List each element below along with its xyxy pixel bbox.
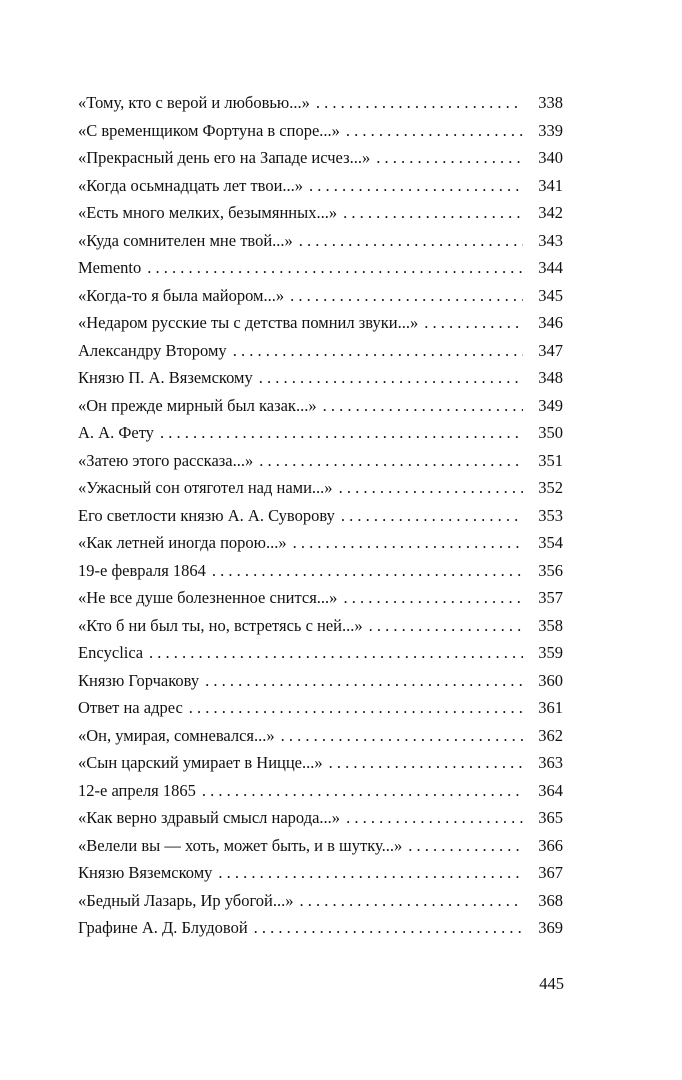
- toc-entry-page: 360: [538, 670, 563, 690]
- toc-entry: [78, 419, 563, 447]
- page-number: 445: [539, 974, 564, 993]
- toc-entry: [78, 777, 563, 805]
- toc-entry-title: «Есть много мелких, безымянных...»: [78, 203, 338, 222]
- toc-entry-page: 361: [538, 698, 563, 717]
- toc-entry-title: «Недаром русские ты с детства помнил звуки...»: [78, 313, 419, 332]
- toc-entry: [78, 502, 563, 530]
- toc-entry-title: Memento: [78, 258, 142, 277]
- dot-leader: [290, 282, 523, 310]
- toc-entry: [78, 804, 563, 832]
- toc-entry-title: «С временщиком Фортуна в споре...»: [78, 120, 340, 140]
- dot-leader: [259, 447, 523, 475]
- dot-leader: [343, 584, 523, 612]
- dot-leader: [233, 337, 523, 365]
- dot-leader: [323, 392, 523, 420]
- toc-entry: [78, 199, 563, 227]
- dot-leader: [293, 529, 523, 557]
- dot-leader: [218, 859, 523, 887]
- toc-entry: [78, 337, 563, 365]
- dot-leader: [205, 667, 523, 695]
- toc-entry-page: 364: [538, 780, 563, 800]
- toc-entry: [78, 254, 563, 282]
- toc-entry: [78, 117, 563, 145]
- dot-leader: [300, 887, 523, 915]
- toc-entry-title: Encyclica: [78, 643, 144, 662]
- toc-entry: [78, 584, 563, 612]
- toc-entry: [78, 832, 563, 860]
- toc-entry-title: Князю Вяземскому: [78, 863, 213, 882]
- toc-entry-title: «Сын царский умирает в Ницце...»: [78, 753, 323, 772]
- toc-entry-title: «Кто б ни был ты, но, встретясь с ней...»: [78, 615, 363, 635]
- toc-entry: [78, 722, 563, 750]
- toc-entry-title: «Как верно здравый смысл народа...»: [78, 808, 341, 827]
- toc-entry-title: Князю Горчакову: [78, 670, 200, 690]
- toc-entry-page: 346: [538, 313, 563, 332]
- toc-entry-title: «Тому, кто с верой и любовью...»: [78, 93, 310, 112]
- toc-entry-page: 353: [538, 505, 563, 525]
- toc-entry-title: Графине А. Д. Блудовой: [78, 918, 248, 937]
- dot-leader: [254, 914, 523, 942]
- dot-leader: [309, 172, 523, 200]
- dot-leader: [346, 117, 523, 145]
- toc-entry: [78, 887, 563, 915]
- toc-entry: [78, 282, 563, 310]
- dot-leader: [343, 199, 523, 227]
- toc-entry-page: 341: [538, 175, 563, 195]
- toc-entry-page: 340: [538, 148, 563, 167]
- toc-entry: [78, 89, 563, 117]
- toc-entry-page: 347: [538, 340, 563, 360]
- toc-entry-page: 369: [538, 918, 563, 937]
- toc-entry-title: «Не все душе болезненное снится...»: [78, 588, 338, 607]
- table-of-contents: [78, 89, 563, 942]
- dot-leader: [202, 777, 523, 805]
- toc-entry-title: «Как летней иногда порою...»: [78, 533, 287, 552]
- dot-leader: [341, 502, 523, 530]
- toc-entry: [78, 144, 563, 172]
- toc-entry: [78, 392, 563, 420]
- dot-leader: [408, 832, 523, 860]
- toc-entry-title: Ответ на адрес: [78, 698, 183, 717]
- dot-leader: [147, 254, 523, 282]
- toc-entry-page: 348: [538, 368, 563, 387]
- toc-entry: [78, 667, 563, 695]
- toc-entry-title: «Он прежде мирный был казак...»: [78, 395, 317, 415]
- dot-leader: [189, 694, 523, 722]
- toc-entry: [78, 309, 563, 337]
- dot-leader: [424, 309, 523, 337]
- toc-entry-page: 359: [538, 643, 563, 662]
- toc-entry-page: 349: [538, 395, 563, 415]
- toc-entry-title: 19-е февраля 1864: [78, 560, 206, 580]
- toc-entry: [78, 364, 563, 392]
- toc-entry-page: 339: [538, 120, 563, 140]
- toc-entry-title: «Когда-то я была майором...»: [78, 285, 285, 305]
- dot-leader: [212, 557, 523, 585]
- dot-leader: [160, 419, 523, 447]
- toc-entry: [78, 749, 563, 777]
- toc-entry: [78, 447, 563, 475]
- toc-entry-page: 350: [538, 423, 563, 442]
- toc-entry-page: 352: [538, 478, 563, 497]
- toc-entry-title: «Ужасный сон отяготел над нами...»: [78, 478, 333, 497]
- toc-entry-title: «Когда осьмнадцать лет твои...»: [78, 175, 304, 195]
- toc-entry-page: 357: [538, 588, 563, 607]
- toc-entry-title: 12-е апреля 1865: [78, 780, 196, 800]
- toc-entry: [78, 474, 563, 502]
- toc-entry-title: А. А. Фету: [78, 423, 154, 442]
- toc-entry: [78, 529, 563, 557]
- toc-entry-page: 363: [538, 753, 563, 772]
- dot-leader: [339, 474, 523, 502]
- toc-entry-page: 366: [538, 835, 563, 855]
- toc-entry-page: 362: [538, 725, 563, 745]
- dot-leader: [346, 804, 523, 832]
- dot-leader: [259, 364, 523, 392]
- toc-entry: [78, 859, 563, 887]
- toc-entry: [78, 612, 563, 640]
- dot-leader: [281, 722, 523, 750]
- toc-entry-title: «Бедный Лазарь, Ир убогой...»: [78, 890, 294, 910]
- toc-entry-page: 367: [538, 863, 563, 882]
- toc-entry: [78, 557, 563, 585]
- toc-entry: [78, 694, 563, 722]
- toc-entry-title: Его светлости князю А. А. Суворову: [78, 505, 335, 525]
- toc-entry-title: «Затею этого рассказа...»: [78, 450, 254, 470]
- toc-entry-title: «Он, умирая, сомневался...»: [78, 725, 275, 745]
- toc-entry-page: 345: [538, 285, 563, 305]
- toc-entry: [78, 227, 563, 255]
- toc-entry-title: Александру Второму: [78, 340, 227, 360]
- toc-entry-page: 365: [538, 808, 563, 827]
- toc-entry-page: 351: [538, 450, 563, 470]
- toc-entry-page: 368: [538, 890, 563, 910]
- dot-leader: [376, 144, 523, 172]
- toc-entry-title: «Велели вы — хоть, может быть, и в шутку...»: [78, 835, 403, 855]
- toc-entry-page: 343: [538, 230, 563, 250]
- dot-leader: [329, 749, 523, 777]
- dot-leader: [299, 227, 523, 255]
- dot-leader: [369, 612, 523, 640]
- toc-entry-page: 342: [538, 203, 563, 222]
- toc-entry: [78, 172, 563, 200]
- toc-entry-page: 338: [538, 93, 563, 112]
- toc-entry: [78, 639, 563, 667]
- toc-entry-title: Князю П. А. Вяземскому: [78, 368, 253, 387]
- dot-leader: [149, 639, 523, 667]
- toc-entry-title: «Куда сомнителен мне твой...»: [78, 230, 293, 250]
- toc-entry-page: 354: [538, 533, 563, 552]
- toc-entry-page: 344: [538, 258, 563, 277]
- toc-entry-page: 358: [538, 615, 563, 635]
- toc-entry: [78, 914, 563, 942]
- toc-entry-page: 356: [538, 560, 563, 580]
- dot-leader: [316, 89, 523, 117]
- toc-entry-title: «Прекрасный день его на Западе исчез...»: [78, 148, 371, 167]
